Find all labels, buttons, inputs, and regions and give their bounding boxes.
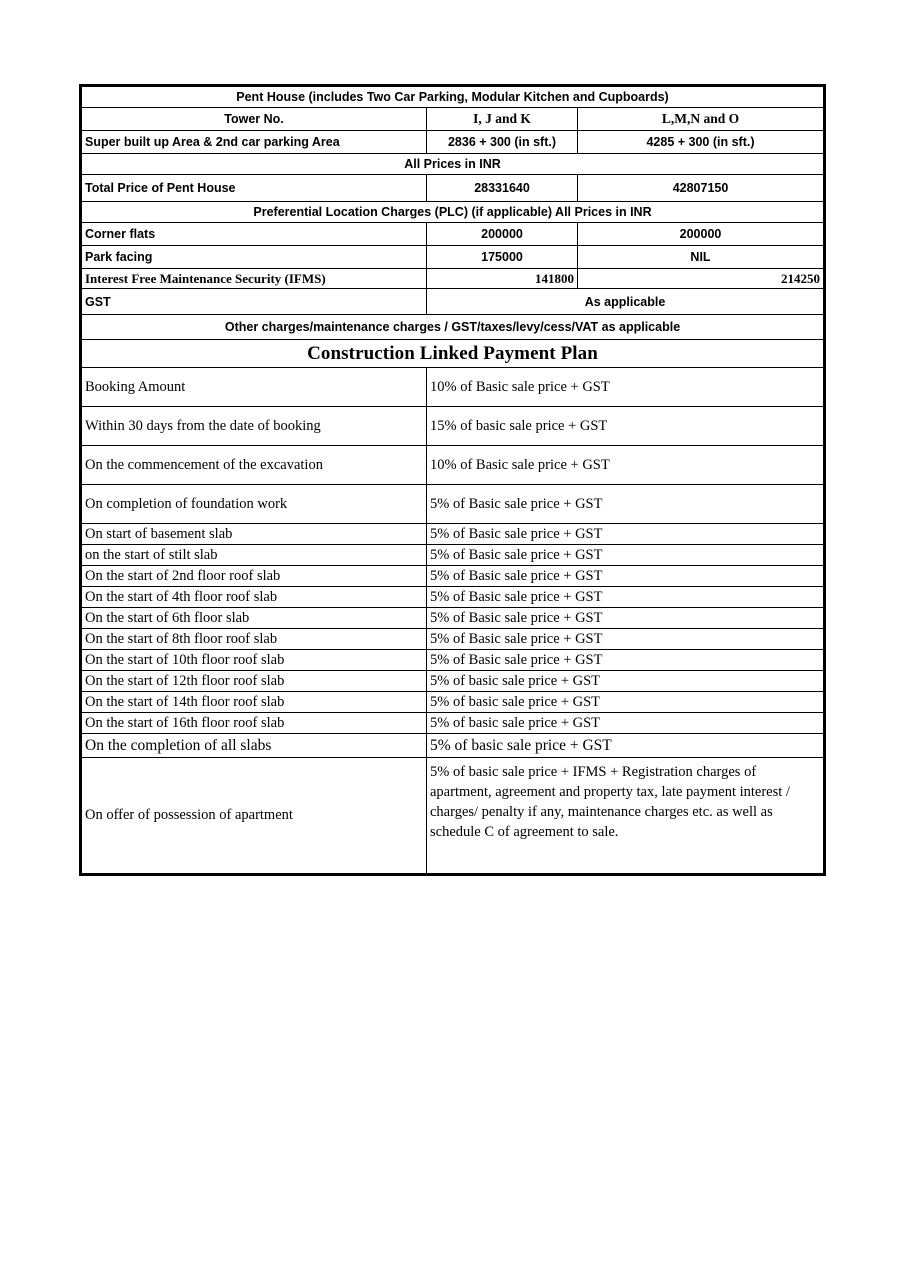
table-row [82,108,824,131]
tower-no-label: Tower No. [82,108,427,131]
milestone-amount: 5% of Basic sale price + GST [427,650,824,671]
corner-flats-col2: 200000 [427,223,578,246]
plc-band: Preferential Location Charges (PLC) (if applicable) All Prices in INR [82,202,824,223]
milestone-amount: 5% of Basic sale price + GST [427,608,824,629]
all-prices-band: All Prices in INR [82,154,824,175]
milestone-amount: 5% of Basic sale price + GST [427,485,824,524]
milestone-label: On the start of 14th floor roof slab [82,692,427,713]
corner-flats-label: Corner flats [82,223,427,246]
total-price-label: Total Price of Pent House [82,175,427,202]
other-charges-band: Other charges/maintenance charges / GST/taxes/levy/cess/VAT as applicable [82,315,824,340]
table-row [82,545,824,566]
milestone-amount: 5% of basic sale price + IFMS + Registration charges of apartment, agreement and property tax, late payment interest / charges/ penalty if any, maintenance charges etc. as well as schedule C of agreement to sale. [427,758,824,874]
milestone-amount: 5% of Basic sale price + GST [427,587,824,608]
payment-plan-title: Construction Linked Payment Plan [82,340,824,368]
table-row [82,246,824,269]
area-col3: 4285 + 300 (in sft.) [578,131,824,154]
milestone-label: on the start of stilt slab [82,545,427,566]
ifms-col2: 141800 [427,269,578,289]
milestone-label: On the commencement of the excavation [82,446,427,485]
gst-merged-value: As applicable [427,289,824,315]
table-row [82,131,824,154]
table-row [82,566,824,587]
table-row [82,368,824,407]
table-row [82,485,824,524]
milestone-label: On the start of 4th floor roof slab [82,587,427,608]
table-row [82,154,824,175]
milestone-label: On the completion of all slabs [82,734,427,758]
milestone-label: On the start of 12th floor roof slab [82,671,427,692]
table-row [82,202,824,223]
milestone-amount: 5% of basic sale price + GST [427,692,824,713]
milestone-amount: 10% of Basic sale price + GST [427,446,824,485]
milestone-label: On the start of 8th floor roof slab [82,629,427,650]
tower-no-col2: I, J and K [427,108,578,131]
milestone-amount: 15% of basic sale price + GST [427,407,824,446]
milestone-amount: 5% of Basic sale price + GST [427,566,824,587]
milestone-label: Booking Amount [82,368,427,407]
milestone-label: On completion of foundation work [82,485,427,524]
pricing-sheet [79,84,826,876]
table-row [82,587,824,608]
table-row [82,629,824,650]
park-facing-col3: NIL [578,246,824,269]
milestone-label: On the start of 16th floor roof slab [82,713,427,734]
table-row [82,269,824,289]
pricing-table [81,86,824,874]
table-row [82,407,824,446]
table-row [82,650,824,671]
area-label: Super built up Area & 2nd car parking Area [82,131,427,154]
table-row [82,340,824,368]
milestone-amount: 5% of Basic sale price + GST [427,629,824,650]
table-row [82,713,824,734]
milestone-label: On start of basement slab [82,524,427,545]
table-row [82,446,824,485]
total-price-col2: 28331640 [427,175,578,202]
milestone-label: On the start of 2nd floor roof slab [82,566,427,587]
table-row [82,87,824,108]
corner-flats-col3: 200000 [578,223,824,246]
ifms-col3: 214250 [578,269,824,289]
milestone-amount: 10% of Basic sale price + GST [427,368,824,407]
milestone-label: On offer of possession of apartment [82,758,427,874]
table-row [82,608,824,629]
table-row [82,175,824,202]
ifms-label: Interest Free Maintenance Security (IFMS) [82,269,427,289]
milestone-amount: 5% of Basic sale price + GST [427,524,824,545]
table-row [82,734,824,758]
milestone-amount: 5% of basic sale price + GST [427,671,824,692]
pent-house-banner: Pent House (includes Two Car Parking, Modular Kitchen and Cupboards) [82,87,824,108]
milestone-amount: 5% of Basic sale price + GST [427,545,824,566]
total-price-col3: 42807150 [578,175,824,202]
park-facing-col2: 175000 [427,246,578,269]
milestone-label: On the start of 10th floor roof slab [82,650,427,671]
table-row [82,671,824,692]
table-row [82,524,824,545]
milestone-amount: 5% of basic sale price + GST [427,734,824,758]
table-row [82,758,824,874]
gst-label: GST [82,289,427,315]
milestone-label: Within 30 days from the date of booking [82,407,427,446]
area-col2: 2836 + 300 (in sft.) [427,131,578,154]
table-row [82,692,824,713]
table-row [82,289,824,315]
table-row [82,315,824,340]
milestone-label: On the start of 6th floor slab [82,608,427,629]
table-row [82,223,824,246]
park-facing-label: Park facing [82,246,427,269]
milestone-amount: 5% of basic sale price + GST [427,713,824,734]
tower-no-col3: L,M,N and O [578,108,824,131]
